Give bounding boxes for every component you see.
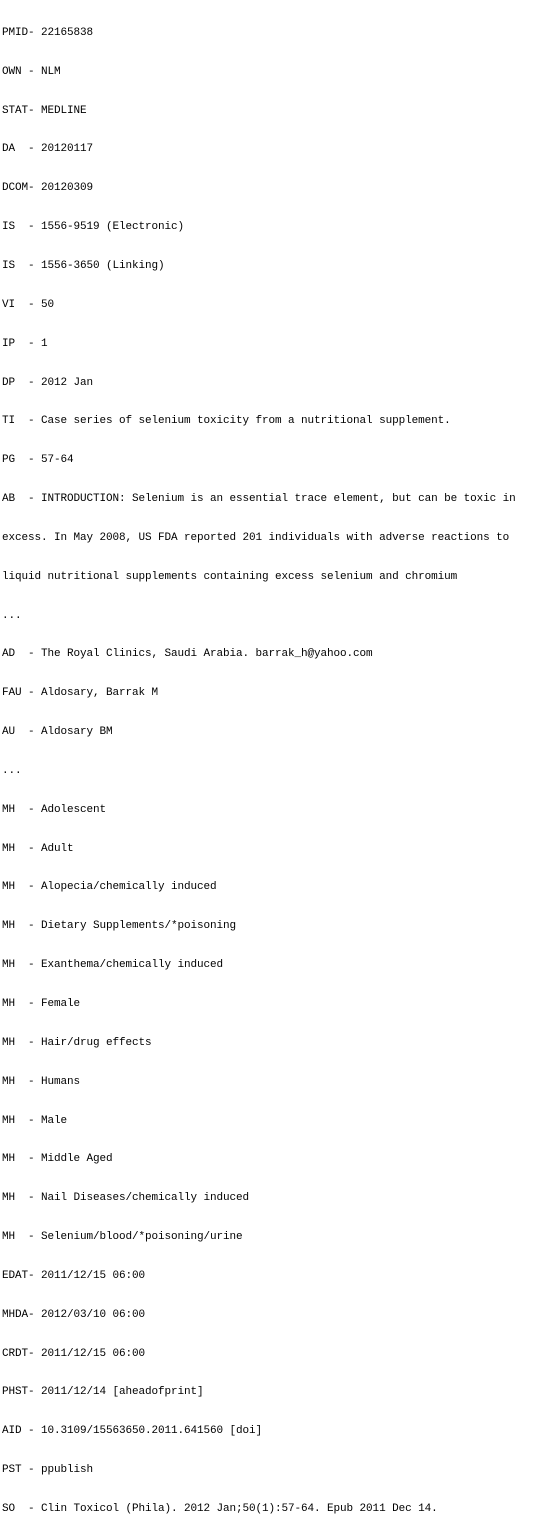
field-ip: IP - 1	[2, 337, 48, 350]
field-pst: PST - ppublish	[2, 1464, 94, 1477]
ellipsis-2: ...	[2, 764, 22, 777]
field-fau: FAU - Aldosary, Barrak M	[2, 687, 159, 700]
ellipsis-1: ...	[2, 609, 22, 622]
field-mh: MH - Dietary Supplements/*poisoning	[2, 920, 237, 933]
field-stat: STAT- MEDLINE	[2, 104, 87, 117]
field-mh: MH - Selenium/blood/*poisoning/urine	[2, 1231, 243, 1244]
field-mh: MH - Nail Diseases/chemically induced	[2, 1192, 250, 1205]
field-mh: MH - Adult	[2, 842, 74, 855]
field-is-electronic: IS - 1556-9519 (Electronic)	[2, 221, 185, 234]
field-aid: AID - 10.3109/15563650.2011.641560 [doi]	[2, 1425, 263, 1438]
field-mhda: MHDA- 2012/03/10 06:00	[2, 1308, 146, 1321]
field-ab-line-2: excess. In May 2008, US FDA reported 201 individuals with adverse reactions to	[2, 531, 510, 544]
field-pmid: PMID- 22165838	[2, 26, 94, 39]
field-da: DA - 20120117	[2, 143, 94, 156]
field-phst: PHST- 2011/12/14 [aheadofprint]	[2, 1386, 204, 1399]
field-ad: AD - The Royal Clinics, Saudi Arabia. barrak_h@yahoo.com	[2, 648, 373, 661]
field-mh: MH - Alopecia/chemically induced	[2, 881, 217, 894]
field-ab-line-1: AB - INTRODUCTION: Selenium is an essential trace element, but can be toxic in	[2, 493, 516, 506]
field-ti: TI - Case series of selenium toxicity from a nutritional supplement.	[2, 415, 451, 428]
field-au: AU - Aldosary BM	[2, 726, 113, 739]
field-mh: MH - Humans	[2, 1075, 81, 1088]
field-is-linking: IS - 1556-3650 (Linking)	[2, 259, 165, 272]
field-ab-line-3: liquid nutritional supplements containing excess selenium and chromium	[2, 570, 458, 583]
field-mh: MH - Female	[2, 998, 81, 1010]
field-mh: MH - Exanthema/chemically induced	[2, 959, 224, 972]
field-mh: MH - Middle Aged	[2, 1153, 113, 1166]
field-dp: DP - 2012 Jan	[2, 376, 94, 389]
field-mh: MH - Male	[2, 1114, 68, 1127]
field-crdt: CRDT- 2011/12/15 06:00	[2, 1347, 146, 1360]
field-so: SO - Clin Toxicol (Phila). 2012 Jan;50(1):57-64. Epub 2011 Dec 14.	[2, 1502, 438, 1515]
field-own: OWN - NLM	[2, 65, 61, 78]
medline-record	[2, 1, 548, 1529]
field-mh: MH - Adolescent	[2, 803, 107, 816]
field-mh: MH - Hair/drug effects	[2, 1036, 152, 1049]
field-vi: VI - 50	[2, 298, 55, 311]
field-pg: PG - 57-64	[2, 454, 74, 467]
field-dcom: DCOM- 20120309	[2, 182, 94, 195]
field-edat: EDAT- 2011/12/15 06:00	[2, 1269, 146, 1282]
